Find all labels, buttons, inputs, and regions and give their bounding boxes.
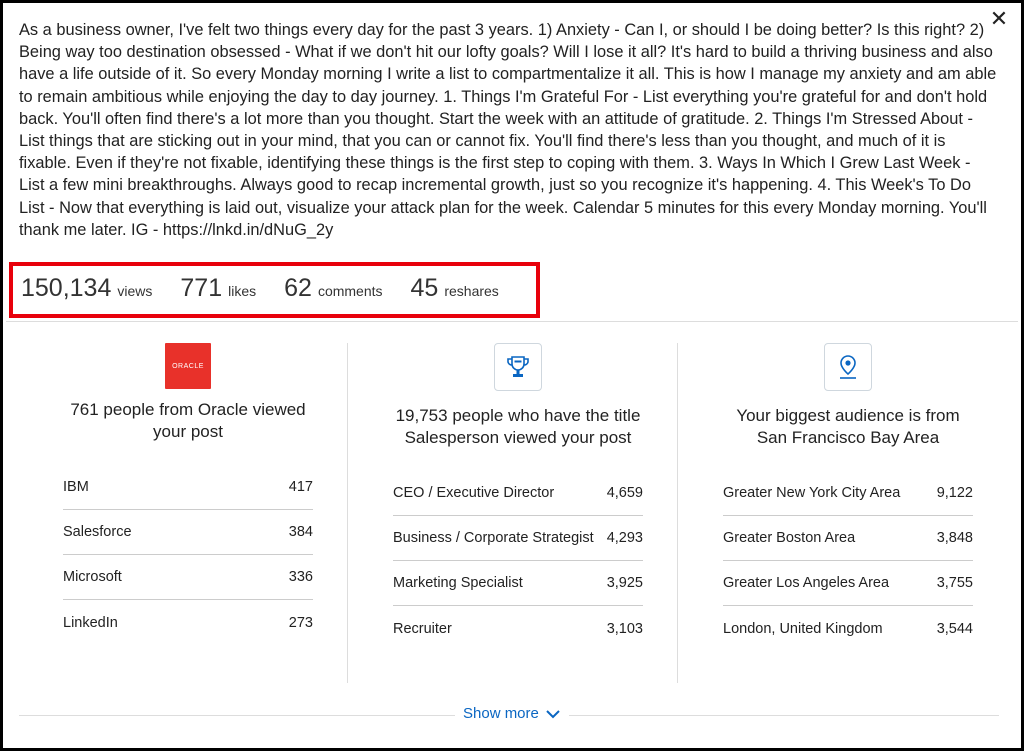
row-count: 3,103 [606, 620, 643, 637]
locations-column [723, 343, 973, 651]
likes-stat[interactable] [180, 274, 256, 303]
row-count: 417 [288, 479, 313, 495]
stats-highlight-box [9, 262, 540, 318]
list-item [723, 471, 973, 516]
oracle-logo: ORACLE [165, 343, 211, 389]
list-item [63, 600, 313, 645]
row-name: Greater Los Angeles Area [723, 575, 890, 591]
chevron-down-icon [545, 709, 561, 719]
row-name: Marketing Specialist [393, 575, 523, 591]
row-name: IBM [63, 479, 89, 495]
trophy-icon [494, 343, 542, 391]
likes-count: 771 [180, 274, 223, 302]
row-count: 336 [288, 569, 313, 585]
comments-count: 62 [284, 274, 312, 302]
row-count: 4,659 [606, 485, 643, 501]
likes-label: likes [228, 283, 257, 299]
row-count: 4,293 [606, 530, 643, 546]
titles-list [393, 471, 643, 651]
row-name: Salesforce [63, 524, 132, 540]
comments-label: comments [317, 283, 383, 299]
show-more-label: Show more [463, 705, 539, 722]
locations-title: Your biggest audience is from San Francisco Bay Area [736, 406, 960, 447]
list-item [63, 555, 313, 600]
row-count: 9,122 [936, 485, 973, 501]
titles-column [393, 343, 643, 651]
row-count: 3,925 [606, 575, 643, 591]
comments-stat[interactable] [284, 274, 382, 303]
titles-title: 19,753 people who have the title Salesperson viewed your post [395, 406, 641, 447]
row-name: CEO / Executive Director [393, 485, 555, 501]
close-icon[interactable]: ✕ [989, 7, 1009, 32]
row-count: 384 [288, 524, 313, 540]
location-pin-icon [824, 343, 872, 391]
column-separator [347, 343, 348, 683]
post-text: As a business owner, I've felt two things every day for the past 3 years. 1) Anxiety - Can I, or should I be doing better? Is this right? 2) Being way too destination obsessed - What if we don't hit our lofty goals? Will I lose it all? It's hard to build a thriving business and also have a life outside of it. So every Monday morning I write a list to compartmentalize it all. This is how I manage my anxiety and am able to remain ambitious while enjoying the day to day journey. 1. Things I'm Grateful For - List everything you're grateful for and don't hold back. You'll often find there's a lot more than you thought. Start the week with an attitude of gratitude. 2. Things I'm Stressed About - List things that are sticking out in your mind, that you can or cannot fix. You'll find there's less than you thought, and much of it is fixable. Even if they're not fixable, identifying these things is the first step to coping with them. 3. Ways In Which I Grew Last Week - List a few mini breakthroughs. Always good to recap incremental growth, just so you recognize it's happening. 4. This Week's To Do List - Now that everything is laid out, visualize your attack plan for the week. Calendar 5 minutes for this every Monday morning. You'll thank me later. IG - https://lnkd.in/dNuG_2y [19, 21, 997, 239]
views-stat [21, 274, 152, 303]
row-name: Business / Corporate Strategist [393, 530, 594, 546]
views-count: 150,134 [21, 274, 112, 302]
companies-list [63, 465, 313, 645]
locations-list [723, 471, 973, 651]
list-item [63, 510, 313, 555]
row-count: 3,544 [936, 620, 973, 637]
show-more-button[interactable] [455, 705, 569, 722]
row-name: Greater New York City Area [723, 485, 901, 501]
row-name: Microsoft [63, 569, 122, 585]
companies-title: 761 people from Oracle viewed your post [70, 400, 306, 441]
reshares-stat[interactable] [411, 274, 499, 303]
row-name: Recruiter [393, 620, 452, 637]
list-item [723, 561, 973, 606]
views-label: views [117, 283, 153, 299]
companies-column [63, 343, 313, 645]
reshares-count: 45 [410, 274, 439, 302]
row-name: Greater Boston Area [723, 530, 856, 546]
list-item [393, 606, 643, 651]
list-item [393, 516, 643, 561]
reshares-label: reshares [444, 283, 499, 299]
row-count: 273 [288, 614, 313, 631]
row-name: LinkedIn [63, 614, 118, 631]
list-item [393, 471, 643, 516]
row-count: 3,848 [936, 530, 973, 546]
stats-divider [6, 321, 1018, 322]
list-item [393, 561, 643, 606]
list-item [723, 516, 973, 561]
list-item [63, 465, 313, 510]
row-name: London, United Kingdom [723, 620, 883, 637]
column-separator [677, 343, 678, 683]
list-item [723, 606, 973, 651]
row-count: 3,755 [936, 575, 973, 591]
